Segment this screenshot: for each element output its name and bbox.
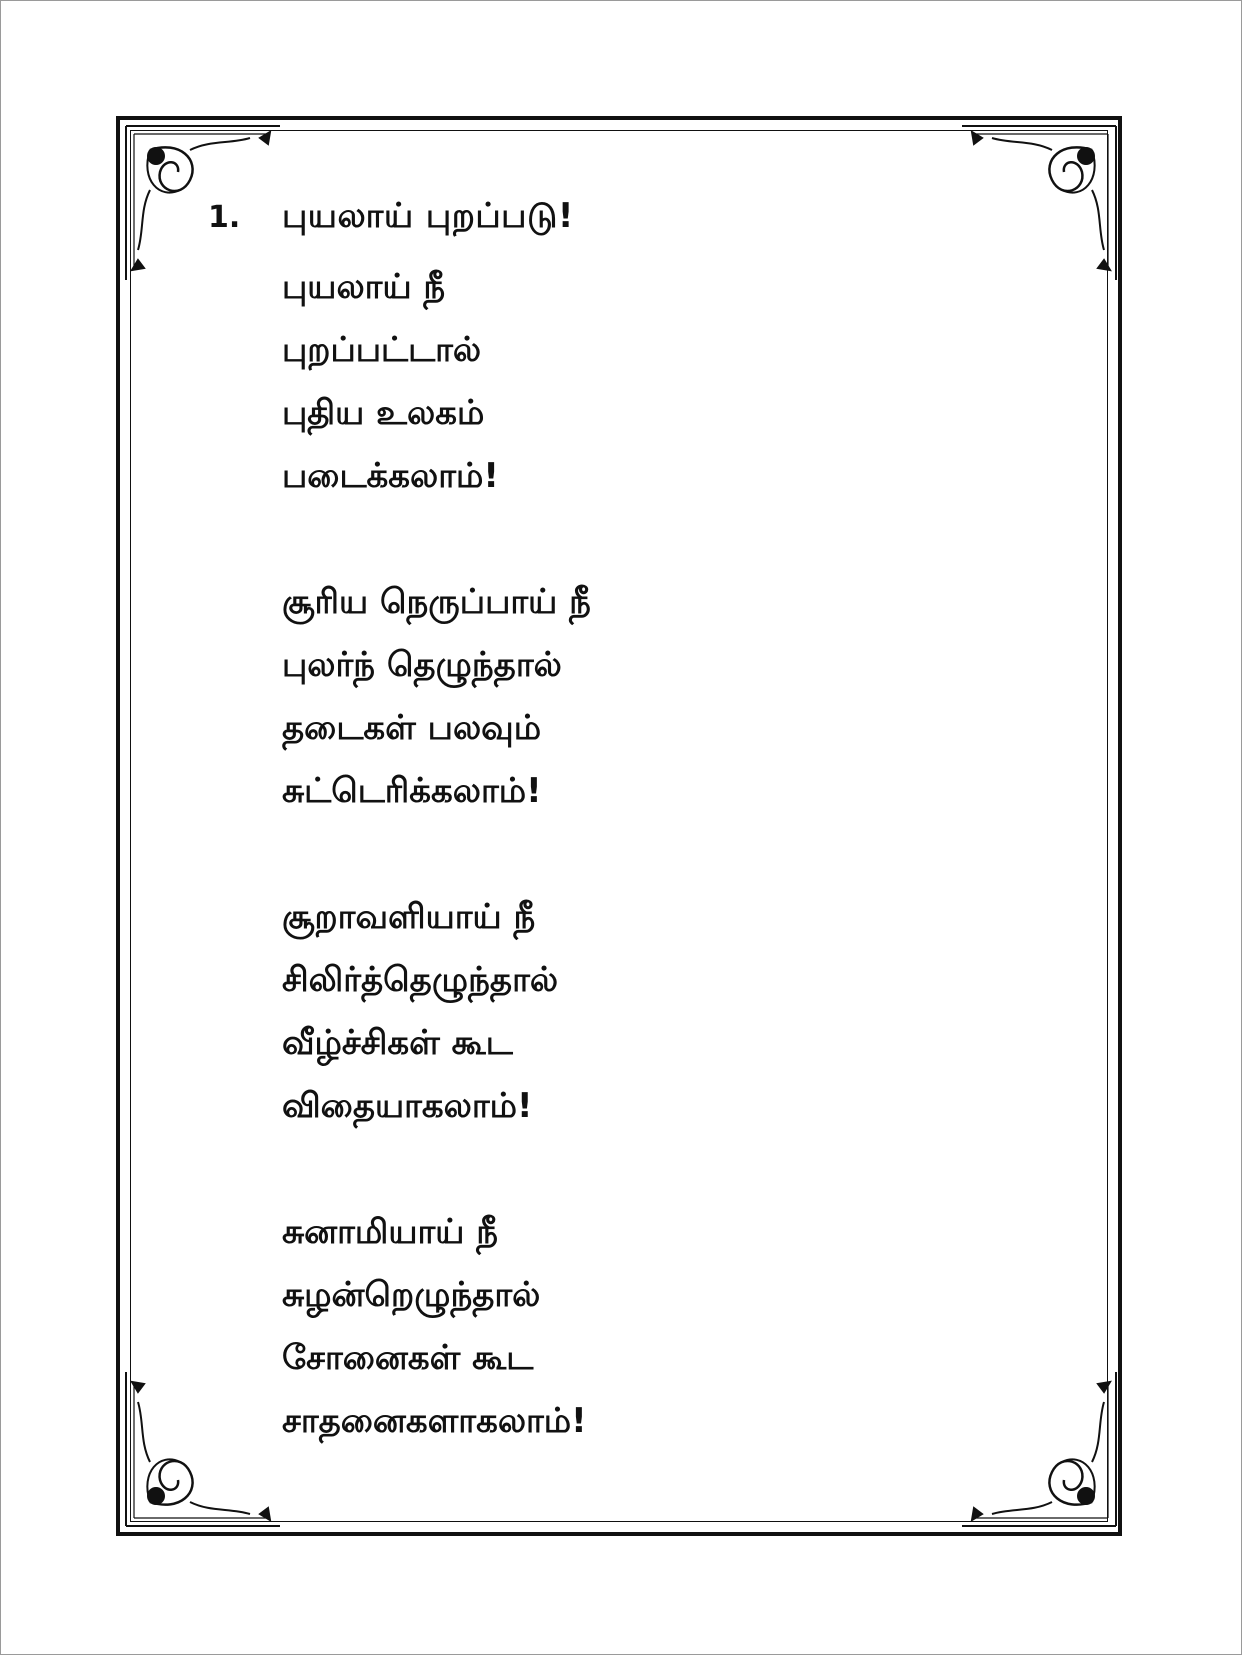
poem-line: சூரிய நெருப்பாய் நீ	[282, 582, 591, 622]
stanza-3	[282, 886, 1008, 1138]
poem-line: சுட்டெரிக்கலாம்!	[282, 771, 542, 811]
stanza-4	[282, 1201, 1008, 1453]
poem-line: சுழன்றெழுந்தால்	[282, 1275, 541, 1315]
poem-line: புயலாய் நீ	[282, 267, 446, 307]
poem	[208, 196, 1008, 1453]
poem-number: 1.	[208, 200, 241, 235]
poem-line: சூறாவளியாய் நீ	[282, 897, 536, 937]
poem-line: படைக்கலாம்!	[282, 456, 499, 496]
poem-line: வீழ்ச்சிகள் கூட	[282, 1023, 513, 1063]
poem-line: புதிய உலகம்	[282, 393, 485, 433]
poem-line: சிலிர்த்தெழுந்தால்	[282, 960, 559, 1000]
poem-line: சோனைகள் கூட	[282, 1338, 534, 1378]
poem-line: தடைகள் பலவும்	[282, 708, 542, 748]
poem-line: சாதனைகளாகலாம்!	[282, 1401, 587, 1441]
poem-line: புறப்பட்டால்	[282, 330, 482, 370]
poem-heading	[208, 196, 1008, 256]
poem-line: புலர்ந் தெழுந்தால்	[282, 645, 562, 685]
stanza-1	[282, 256, 1008, 508]
stanza-2	[282, 571, 1008, 823]
poem-line: விதையாகலாம்!	[282, 1086, 533, 1126]
poem-line: சுனாமியாய் நீ	[282, 1212, 499, 1252]
poem-title: புயலாய் புறப்படு!	[282, 196, 574, 236]
